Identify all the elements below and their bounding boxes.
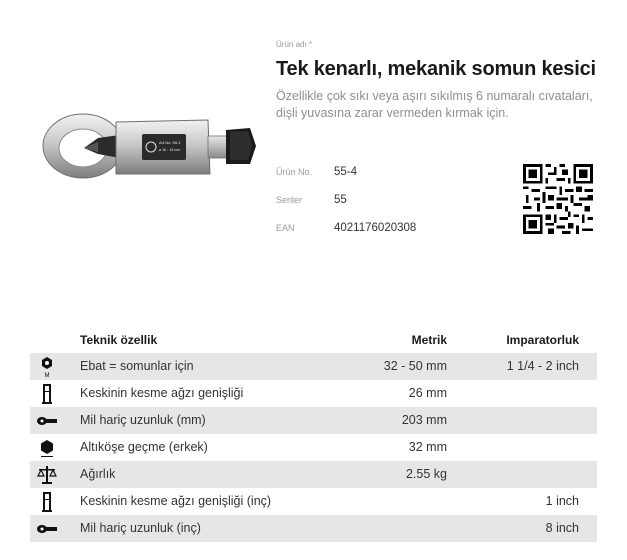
row-feature: Keskinin kesme ağzı genişliği [80, 386, 244, 400]
row-metric: 32 - 50 mm [383, 359, 447, 373]
row-metric: 2.55 kg [405, 467, 447, 481]
row-feature: Altıköşe geçme (erkek) [80, 440, 208, 454]
spindle-length-icon [36, 410, 58, 432]
engraving-line-2: ⌀ 16 - 18 mm [159, 148, 181, 152]
table-row [30, 461, 597, 488]
scale-weight-icon [36, 464, 58, 486]
product-description: Özellikle çok sıkı veya aşırı sıkılmış 6 numaralı cıvataları, dişli yuvasına zarar vermeden kırmak için. [276, 89, 593, 120]
cutting-jaw-width-icon [36, 491, 58, 513]
spec-value-item-no: 55-4 [334, 166, 358, 178]
table-row [30, 434, 597, 461]
row-imperial: 1 inch [545, 494, 579, 508]
hex-drive-male-icon [36, 437, 58, 459]
row-feature: Keskinin kesme ağzı genişliği (inç) [80, 494, 272, 508]
spec-label-item-no: Ürün No. [276, 167, 313, 177]
row-feature: Mil hariç uzunluk (mm) [80, 413, 206, 427]
hex-nut-m-icon [36, 356, 58, 378]
engraving-line-1: Art.No. 55-1 [159, 140, 181, 145]
spec-value-series: 55 [334, 194, 347, 206]
product-name-label: Ürün adı * [276, 40, 313, 49]
header-imperial: Imparatorluk [506, 333, 579, 347]
spec-value-ean: 4021176020308 [334, 222, 417, 234]
svg-text:M: M [44, 373, 50, 378]
table-row [30, 488, 597, 515]
table-row [30, 353, 597, 380]
row-feature: Mil hariç uzunluk (inç) [80, 521, 201, 535]
row-metric: 32 mm [408, 440, 447, 454]
tech-spec-table [30, 326, 597, 542]
table-row [30, 515, 597, 542]
row-metric: 203 mm [401, 413, 447, 427]
product-image [38, 108, 260, 188]
spec-label-series: Seriler [276, 195, 303, 205]
row-imperial: 1 1/4 - 2 inch [506, 359, 579, 373]
spindle-length-icon [36, 518, 58, 540]
row-imperial: 8 inch [545, 521, 579, 535]
header-feature: Teknik özellik [80, 333, 158, 347]
product-title: Tek kenarlı, mekanik somun kesici [276, 58, 596, 80]
header-metric: Metrik [411, 333, 447, 347]
table-header [30, 326, 597, 353]
table-row [30, 407, 597, 434]
spec-label-ean: EAN [276, 223, 295, 233]
row-feature: Ağırlık [80, 467, 116, 481]
cutting-jaw-width-icon [36, 383, 58, 405]
qr-code [523, 164, 593, 234]
row-metric: 26 mm [408, 386, 447, 400]
row-feature: Ebat = somunlar için [80, 359, 194, 373]
table-row [30, 380, 597, 407]
